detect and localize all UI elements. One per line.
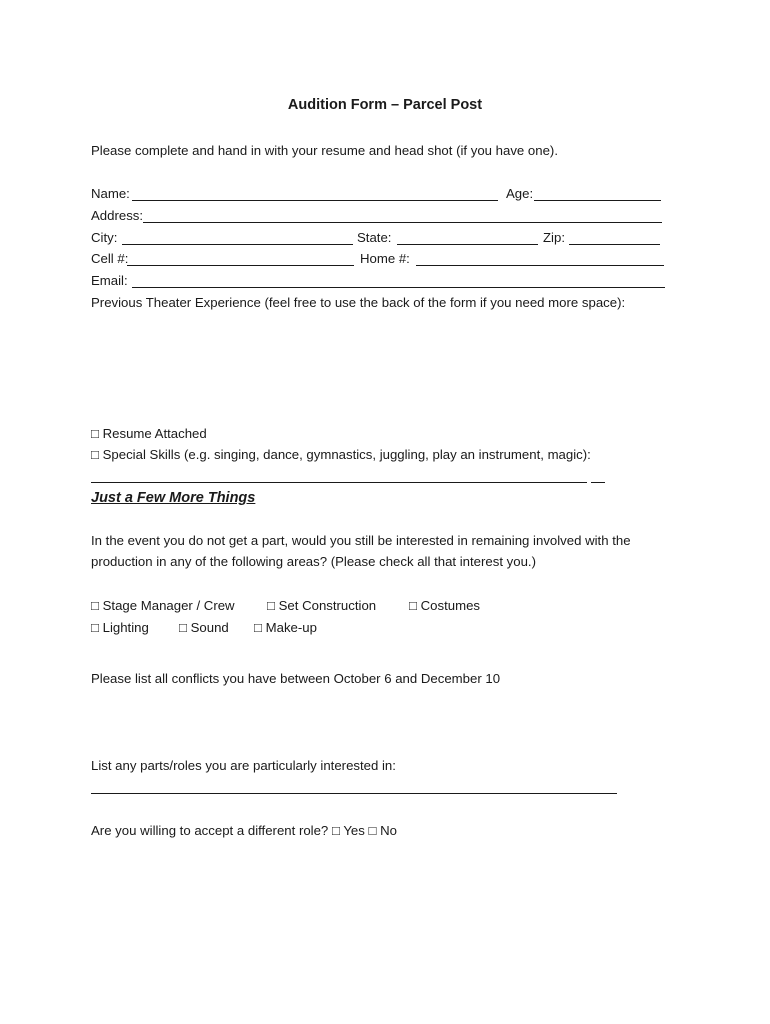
stage-manager-checkbox[interactable]: □ Stage Manager / Crew xyxy=(91,598,235,613)
name-field[interactable] xyxy=(132,200,498,201)
zip-field[interactable] xyxy=(569,244,660,245)
cell-label: Cell #: xyxy=(91,251,129,266)
email-field[interactable] xyxy=(132,287,665,288)
experience-label: Previous Theater Experience (feel free to use the back of the form if you need more space): xyxy=(91,295,626,310)
makeup-checkbox[interactable]: □ Make-up xyxy=(254,620,317,635)
set-construction-checkbox[interactable]: □ Set Construction xyxy=(267,598,377,613)
involvement-question-line1: In the event you do not get a part, would you still be interested in remaining involved with the xyxy=(91,533,631,548)
different-role-question: Are you willing to accept a different role? xyxy=(91,823,332,838)
home-field[interactable] xyxy=(416,265,664,266)
address-label: Address: xyxy=(91,208,144,223)
state-label: State: xyxy=(357,230,392,245)
no-checkbox[interactable]: □ No xyxy=(368,823,398,838)
conflicts-area[interactable] xyxy=(91,692,665,752)
age-label: Age: xyxy=(506,186,534,201)
home-label: Home #: xyxy=(360,251,410,266)
special-skills-field-tail xyxy=(591,482,605,483)
address-field[interactable] xyxy=(143,222,662,223)
city-label: City: xyxy=(91,230,118,245)
special-skills-field[interactable] xyxy=(91,482,587,483)
sound-checkbox[interactable]: □ Sound xyxy=(179,620,229,635)
form-title: Audition Form – Parcel Post xyxy=(287,97,483,113)
experience-area[interactable] xyxy=(91,316,665,416)
lighting-checkbox[interactable]: □ Lighting xyxy=(91,620,149,635)
resume-attached-checkbox[interactable]: □ Resume Attached xyxy=(91,426,207,441)
intro-text: Please complete and hand in with your resume and head shot (if you have one). xyxy=(91,143,558,158)
roles-field[interactable] xyxy=(91,793,617,794)
costumes-checkbox[interactable]: □ Costumes xyxy=(409,598,480,613)
section-heading: Just a Few More Things xyxy=(91,490,256,506)
city-field[interactable] xyxy=(122,244,353,245)
roles-prompt: List any parts/roles you are particularly interested in: xyxy=(91,758,396,773)
age-field[interactable] xyxy=(534,200,661,201)
different-role-line xyxy=(91,822,397,840)
cell-field[interactable] xyxy=(127,265,354,266)
conflicts-prompt: Please list all conflicts you have between October 6 and December 10 xyxy=(91,671,501,686)
email-label: Email: xyxy=(91,273,128,288)
special-skills-checkbox[interactable]: □ Special Skills (e.g. singing, dance, gymnastics, juggling, play an instrument, magic): xyxy=(91,447,591,462)
involvement-question-line2: production in any of the following areas? (Please check all that interest you.) xyxy=(91,554,536,569)
state-field[interactable] xyxy=(397,244,538,245)
name-label: Name: xyxy=(91,186,130,201)
yes-checkbox[interactable]: □ Yes xyxy=(331,823,369,838)
zip-label: Zip: xyxy=(543,230,565,245)
